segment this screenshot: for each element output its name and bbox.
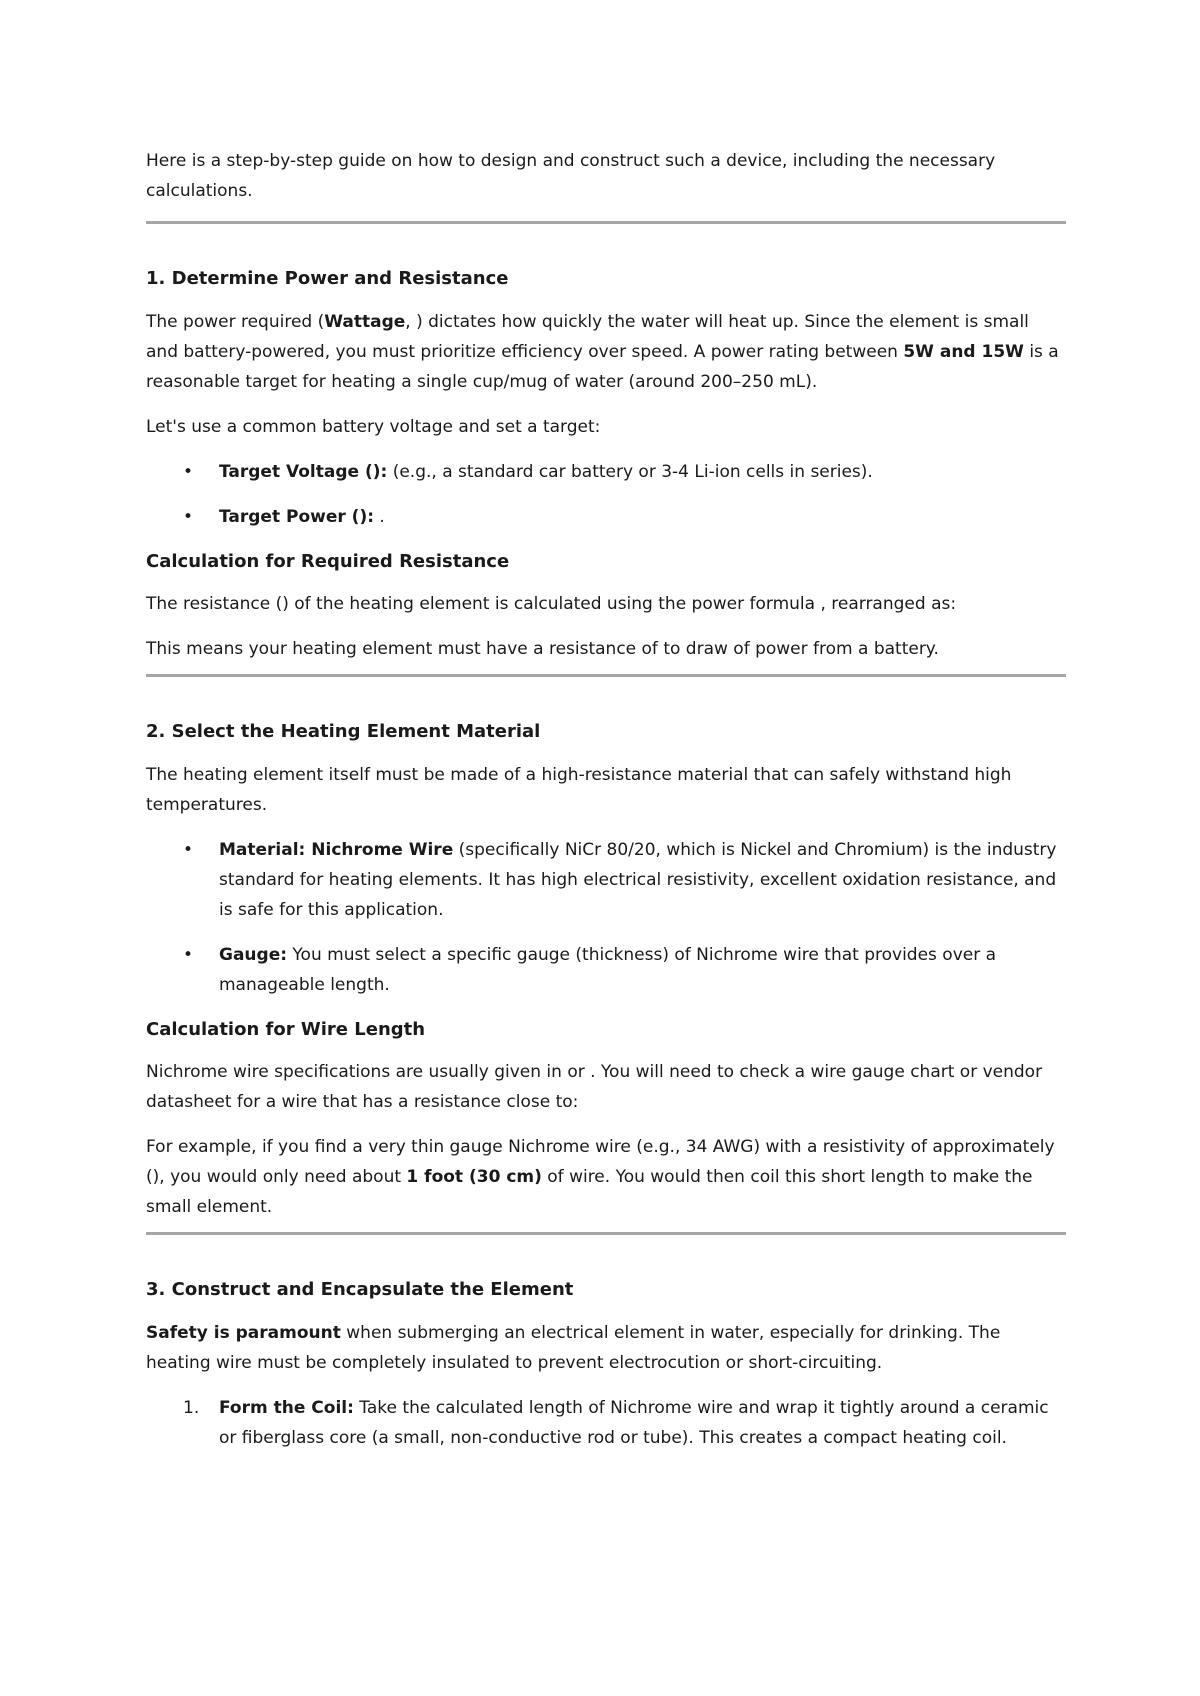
section-1-paragraph-2: Let's use a common battery voltage and set a target: — [146, 417, 601, 437]
list-item — [146, 457, 1066, 487]
section-1-paragraph-1 — [146, 307, 1066, 397]
list-item — [146, 835, 1066, 925]
bullet-marker: • — [183, 507, 194, 527]
section-1-paragraph-4: This means your heating element must have a resistance of to draw of power from a battery. — [146, 639, 939, 659]
text-span: is a reasonable target for heating a single cup/mug of water (around 200–250 mL). — [146, 342, 1059, 392]
bold-term-power-range: 5W and 15W — [903, 342, 1024, 362]
list-item-label: Gauge: — [219, 945, 288, 965]
section-divider — [146, 1232, 1066, 1235]
section-3-numbered-list — [146, 1393, 1066, 1453]
bold-term-length: 1 foot (30 cm) — [406, 1167, 542, 1187]
section-2-paragraph-3 — [146, 1132, 1066, 1222]
bullet-marker: • — [183, 945, 194, 965]
list-item-label: Target Power (): — [219, 507, 375, 527]
text-span: The power required ( — [146, 312, 325, 332]
section-1-paragraph-3: The resistance () of the heating element is calculated using the power formula , rearranged as: — [146, 594, 957, 614]
bullet-marker: • — [183, 462, 194, 482]
list-item — [146, 502, 1066, 532]
list-item-text: Take the calculated length of Nichrome wire and wrap it tightly around a ceramic or fiberglass core (a small, non-conductive rod or tube). This creates a compact heating coil. — [219, 1398, 1049, 1448]
list-item-text: . — [374, 507, 385, 527]
section-1-heading: 1. Determine Power and Resistance — [146, 268, 509, 289]
section-2-heading: 2. Select the Heating Element Material — [146, 721, 541, 742]
text-span: , ) dictates how quickly the water will heat up. Since the element is small and battery-powered, you must prioritize efficiency over speed. A power rating between — [146, 312, 1029, 362]
bold-term-safety: Safety is paramount — [146, 1323, 341, 1343]
number-marker: 1. — [183, 1398, 200, 1418]
list-item-label: Target Voltage (): — [219, 462, 388, 482]
section-1-subheading: Calculation for Required Resistance — [146, 551, 510, 572]
list-item-label: Material: Nichrome Wire — [219, 840, 454, 860]
list-item-text: (specifically NiCr 80/20, which is Nickel and Chromium) is the industry standard for heating elements. It has high electrical resistivity, excellent oxidation resistance, and is safe for this application. — [219, 840, 1057, 920]
bullet-marker: • — [183, 840, 194, 860]
text-span: For example, if you find a very thin gauge Nichrome wire (e.g., 34 AWG) with a resistivity of approximately (), you would only need about — [146, 1137, 1055, 1187]
section-3-heading: 3. Construct and Encapsulate the Element — [146, 1279, 574, 1300]
section-3-paragraph-1 — [146, 1318, 1066, 1378]
list-item — [146, 1393, 1066, 1453]
text-span: of wire. You would then coil this short length to make the small element. — [146, 1167, 1033, 1217]
list-item-text: (e.g., a standard car battery or 3-4 Li-ion cells in series). — [387, 462, 873, 482]
document-page — [146, 146, 1066, 1453]
text-span: when submerging an electrical element in water, especially for drinking. The heating wire must be completely insulated to prevent electrocution or short-circuiting. — [146, 1323, 1001, 1373]
section-divider — [146, 674, 1066, 677]
section-2-bullet-list — [146, 835, 1066, 1000]
section-divider — [146, 221, 1066, 224]
list-item — [146, 940, 1066, 1000]
section-2-paragraph-1: The heating element itself must be made of a high-resistance material that can safely withstand high temperatures. — [146, 765, 1012, 815]
section-2-paragraph-2: Nichrome wire specifications are usually given in or . You will need to check a wire gauge chart or vendor datasheet for a wire that has a resistance close to: — [146, 1062, 1043, 1112]
list-item-label: Form the Coil: — [219, 1398, 354, 1418]
intro-paragraph: Here is a step-by-step guide on how to design and construct such a device, including the necessary calculations. — [146, 151, 996, 201]
section-2-subheading: Calculation for Wire Length — [146, 1019, 426, 1040]
list-item-text: You must select a specific gauge (thickness) of Nichrome wire that provides over a manageable length. — [219, 945, 997, 995]
section-1-bullet-list — [146, 457, 1066, 532]
bold-term-wattage: Wattage — [324, 312, 406, 332]
